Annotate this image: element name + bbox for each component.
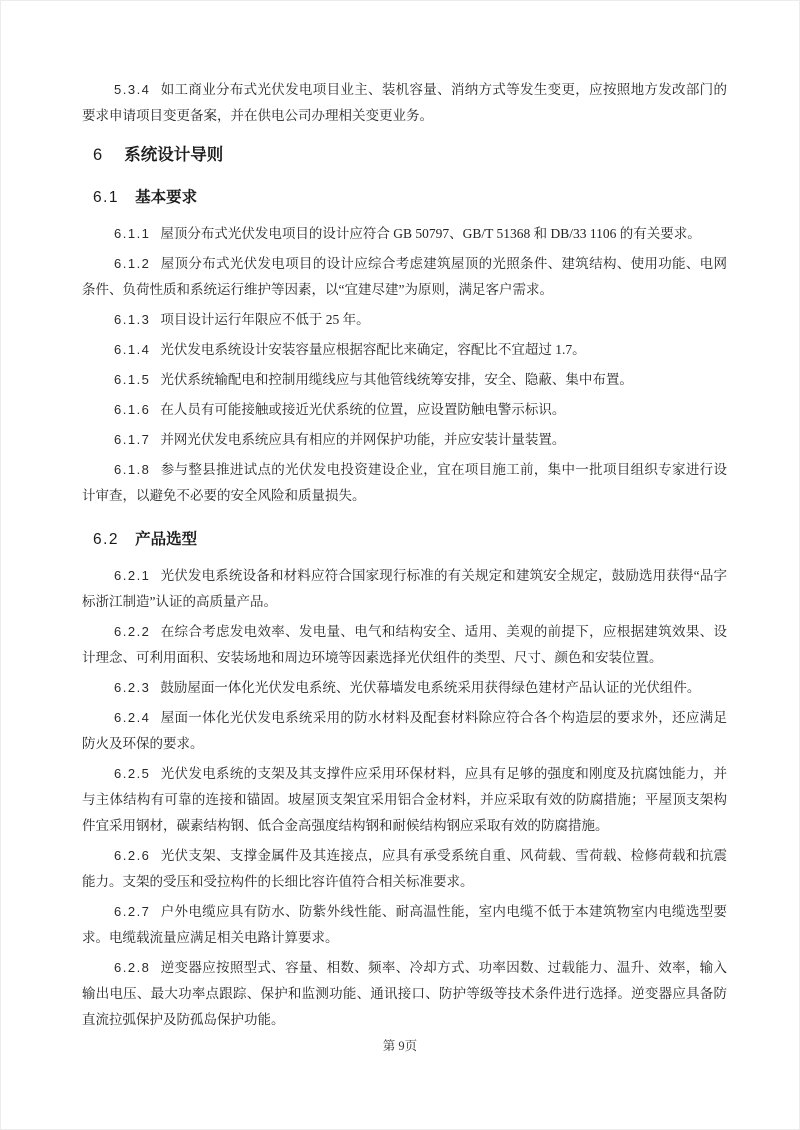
clause-number: 6.2.1 <box>114 568 151 583</box>
clause-6-1-5 <box>82 367 727 393</box>
clause-6-2-5 <box>82 761 727 839</box>
clause-5-3-4 <box>82 77 727 129</box>
clause-number: 6.1.3 <box>114 312 151 327</box>
clause-6-2-8 <box>82 955 727 1033</box>
clause-number: 6.1.1 <box>114 226 151 241</box>
clause-number: 6.2.2 <box>114 624 151 639</box>
clause-6-2-6 <box>82 843 727 895</box>
clause-6-1-1 <box>82 221 727 247</box>
clause-number: 6.1.5 <box>114 372 151 387</box>
heading-number: 6 <box>93 146 104 164</box>
document-content <box>82 77 727 1037</box>
clause-6-2-4 <box>82 705 727 757</box>
clause-number: 6.1.8 <box>114 462 151 477</box>
clause-text: 光伏支架、支撑金属件及其连接点，应具有承受系统自重、风荷载、雪荷载、检修荷载和抗震能力。支架的受压和受拉构件的长细比容许值符合相关标准要求。 <box>82 848 727 889</box>
clause-6-2-1 <box>82 563 727 615</box>
clause-number: 5.3.4 <box>114 82 151 97</box>
clause-number: 6.2.3 <box>114 680 151 695</box>
clause-6-1-4 <box>82 337 727 363</box>
heading-number: 6.1 <box>93 189 120 206</box>
clause-6-1-6 <box>82 397 727 423</box>
heading-title: 系统设计导则 <box>124 146 224 164</box>
clause-text: 参与整县推进试点的光伏发电投资建设企业，宜在项目施工前，集中一批项目组织专家进行设计审查，以避免不必要的安全风险和质量损失。 <box>82 462 727 503</box>
clause-6-2-2 <box>82 619 727 671</box>
chapter-heading-6 <box>82 145 727 165</box>
clause-number: 6.2.8 <box>114 960 151 975</box>
clause-text: 光伏发电系统的支架及其支撑件应采用环保材料，应具有足够的强度和刚度及抗腐蚀能力，并与主体结构有可靠的连接和锚固。坡屋顶支架宜采用铝合金材料，并应采取有效的防腐措施；平屋顶支架构件宜采用钢材，碳素结构钢、低合金高强度结构钢和耐候结构钢应采取有效的防腐措施。 <box>82 766 727 833</box>
clause-text: 屋顶分布式光伏发电项目的设计应综合考虑建筑屋顶的光照条件、建筑结构、使用功能、电网条件、负荷性质和系统运行维护等因素，以“宜建尽建”为原则，满足客户需求。 <box>82 256 727 297</box>
clause-text: 屋顶分布式光伏发电项目的设计应符合 GB 50797、GB/T 51368 和 DB/33 1106 的有关要求。 <box>160 226 701 241</box>
heading-title: 基本要求 <box>135 189 198 206</box>
clause-text: 逆变器应按照型式、容量、相数、频率、冷却方式、功率因数、过载能力、温升、效率，输入输出电压、最大功率点跟踪、保护和监测功能、通讯接口、防护等级等技术条件进行选择。逆变器应具备防直流拉弧保护及防孤岛保护功能。 <box>82 960 727 1027</box>
clause-number: 6.2.7 <box>114 904 151 919</box>
clause-number: 6.1.6 <box>114 402 151 417</box>
clause-number: 6.1.2 <box>114 256 151 271</box>
clause-number: 6.1.4 <box>114 342 151 357</box>
clause-number: 6.2.4 <box>114 710 151 725</box>
clause-text: 在人员有可能接触或接近光伏系统的位置，应设置防触电警示标识。 <box>160 402 566 417</box>
clause-text: 在综合考虑发电效率、发电量、电气和结构安全、适用、美观的前提下，应根据建筑效果、设计理念、可利用面积、安装场地和周边环境等因素选择光伏组件的类型、尺寸、颜色和安装位置。 <box>82 624 727 665</box>
clause-text: 屋面一体化光伏发电系统采用的防水材料及配套材料除应符合各个构造层的要求外，还应满足防火及环保的要求。 <box>82 710 727 751</box>
clause-number: 6.1.7 <box>114 432 151 447</box>
clause-6-1-2 <box>82 251 727 303</box>
clause-text: 如工商业分布式光伏发电项目业主、装机容量、消纳方式等发生变更，应按照地方发改部门的要求申请项目变更备案，并在供电公司办理相关变更业务。 <box>82 82 727 123</box>
clause-6-1-8 <box>82 457 727 509</box>
clause-text: 户外电缆应具有防水、防紫外线性能、耐高温性能，室内电缆不低于本建筑物室内电缆选型要求。电缆载流量应满足相关电路计算要求。 <box>82 904 727 945</box>
section-heading-6-2 <box>82 531 727 549</box>
clause-6-1-3 <box>82 307 727 333</box>
page-number: 第 9页 <box>382 1039 418 1053</box>
clause-text: 光伏发电系统设计安装容量应根据容配比来确定，容配比不宜超过 1.7。 <box>160 342 586 357</box>
clause-text: 光伏发电系统设备和材料应符合国家现行标准的有关规定和建筑安全规定，鼓励选用获得“品字标浙江制造”认证的高质量产品。 <box>82 568 727 609</box>
clause-number: 6.2.6 <box>114 848 151 863</box>
clause-6-2-7 <box>82 899 727 951</box>
clause-text: 光伏系统输配电和控制用缆线应与其他管线统筹安排，安全、隐蔽、集中布置。 <box>160 372 633 387</box>
clause-6-1-7 <box>82 427 727 453</box>
heading-number: 6.2 <box>93 531 120 548</box>
page-footer <box>1 1038 799 1054</box>
heading-title: 产品选型 <box>135 531 198 548</box>
clause-6-2-3 <box>82 675 727 701</box>
clause-number: 6.2.5 <box>114 766 151 781</box>
clause-text: 项目设计运行年限应不低于 25 年。 <box>160 312 370 327</box>
clause-text: 并网光伏发电系统应具有相应的并网保护功能，并应安装计量装置。 <box>160 432 566 447</box>
clause-text: 鼓励屋面一体化光伏发电系统、光伏幕墙发电系统采用获得绿色建材产品认证的光伏组件。 <box>160 680 701 695</box>
section-heading-6-1 <box>82 189 727 207</box>
